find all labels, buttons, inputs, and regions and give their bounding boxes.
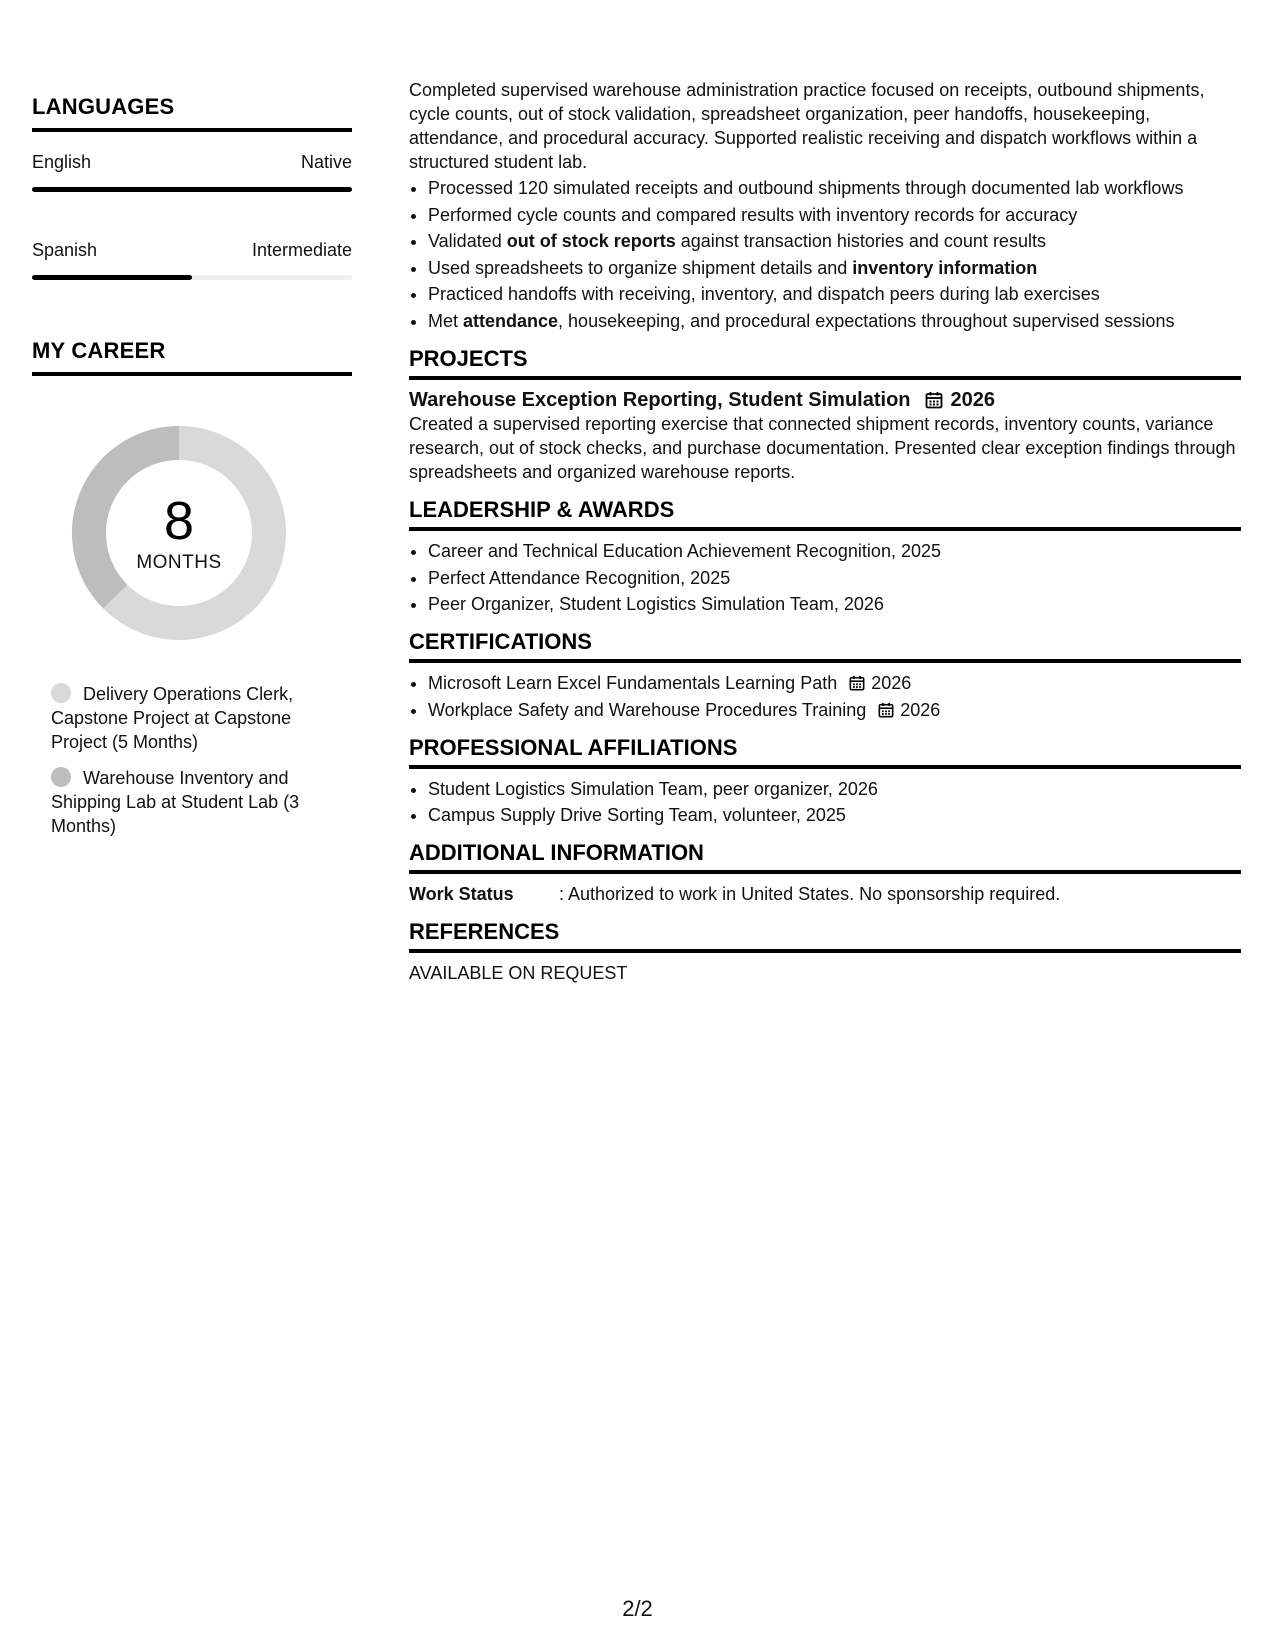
career-total-unit: MONTHS — [136, 552, 222, 573]
project-year: 2026 — [950, 388, 996, 411]
language-proficiency-bar — [32, 187, 352, 192]
career-legend-label: Warehouse Inventory and Shipping Lab at Student Lab (3 Months) — [51, 768, 300, 836]
leadership-item: • Peer Organizer, Student Logistics Simulation Team, 2026 — [428, 592, 1241, 616]
additional-info-heading: ADDITIONAL INFORMATION — [409, 841, 1241, 874]
certification-year: 2026 — [871, 673, 912, 694]
language-level: Intermediate — [251, 240, 352, 260]
experience-bullet: • Processed 120 simulated receipts and outbound shipments through documented lab workflows — [428, 176, 1241, 200]
experience-bullet: • Used spreadsheets to organize shipment details and inventory information — [428, 256, 1241, 280]
language-proficiency-bar — [32, 275, 352, 280]
career-legend — [51, 682, 321, 838]
experience-bullet: • Performed cycle counts and compared results with inventory records for accuracy — [428, 203, 1241, 227]
certification-name: Workplace Safety and Warehouse Procedures Training — [428, 699, 867, 720]
experience-bullets — [409, 176, 1241, 333]
leadership-list — [409, 539, 1241, 616]
references-text: AVAILABLE ON REQUEST — [409, 963, 628, 984]
experience-bullet: • Practiced handoffs with receiving, inventory, and dispatch peers during lab exercises — [428, 282, 1241, 306]
work-status-label: Work Status — [409, 884, 514, 905]
certification-item — [428, 698, 1241, 722]
legend-dot-icon — [51, 683, 71, 703]
left-column — [32, 94, 352, 850]
calendar-icon — [849, 675, 865, 691]
certification-year: 2026 — [900, 699, 941, 720]
career-legend-item — [51, 682, 321, 754]
experience-bullet: • Validated out of stock reports against transaction histories and count results — [428, 229, 1241, 253]
leadership-item: • Perfect Attendance Recognition, 2025 — [428, 566, 1241, 590]
language-proficiency-fill — [32, 187, 352, 192]
right-column — [409, 78, 1241, 985]
affiliation-item: • Campus Supply Drive Sorting Team, volunteer, 2025 — [428, 803, 1241, 827]
affiliations-heading: PROFESSIONAL AFFILIATIONS — [409, 736, 1241, 769]
calendar-icon — [925, 391, 943, 409]
languages-heading: LANGUAGES — [32, 94, 352, 132]
references-heading: REFERENCES — [409, 920, 1241, 953]
career-legend-item — [51, 766, 321, 838]
certifications-heading: CERTIFICATIONS — [409, 630, 1241, 663]
projects-heading: PROJECTS — [409, 347, 1241, 380]
leadership-heading: LEADERSHIP & AWARDS — [409, 498, 1241, 531]
experience-bullet: • Met attendance, housekeeping, and procedural expectations throughout supervised sessions — [428, 309, 1241, 333]
certification-name: Microsoft Learn Excel Fundamentals Learning Path — [428, 673, 838, 694]
project-name: Warehouse Exception Reporting, Student Simulation — [409, 388, 911, 411]
career-total-months: 8 — [163, 491, 195, 551]
page-number: 2/2 — [622, 1596, 653, 1621]
career-heading: MY CAREER — [32, 338, 352, 376]
certifications-list — [409, 671, 1241, 722]
experience-summary: Completed supervised warehouse administration practice focused on receipts, outbound shipments, cycle counts, out of stock validation, spreadsheet organization, peer handoffs, housekeeping, attendance, and procedural accuracy. Supported realistic receiving and dispatch workflows within a structured student lab. — [409, 80, 1205, 172]
language-item — [32, 152, 352, 192]
language-name: Spanish — [32, 240, 98, 260]
career-legend-label: Delivery Operations Clerk, Capstone Project at Capstone Project (5 Months) — [51, 684, 294, 752]
affiliation-item: • Student Logistics Simulation Team, peer organizer, 2026 — [428, 777, 1241, 801]
work-status-value: : Authorized to work in United States. No sponsorship required. — [559, 884, 1061, 905]
career-donut-chart — [66, 420, 292, 646]
project-header — [409, 388, 1241, 412]
calendar-icon — [878, 702, 894, 718]
language-level: Native — [300, 152, 352, 172]
legend-dot-icon — [51, 767, 71, 787]
language-item — [32, 240, 352, 280]
language-name: English — [32, 152, 92, 172]
leadership-item: • Career and Technical Education Achievement Recognition, 2025 — [428, 539, 1241, 563]
affiliations-list — [409, 777, 1241, 828]
project-description: Created a supervised reporting exercise that connected shipment records, inventory counts, variance research, out of stock checks, and purchase documentation. Presented clear exception findings through spreadsheets and organized warehouse reports. — [409, 413, 1236, 482]
work-status-row — [409, 882, 1241, 906]
certification-item — [428, 671, 1241, 695]
language-proficiency-fill — [32, 275, 192, 280]
